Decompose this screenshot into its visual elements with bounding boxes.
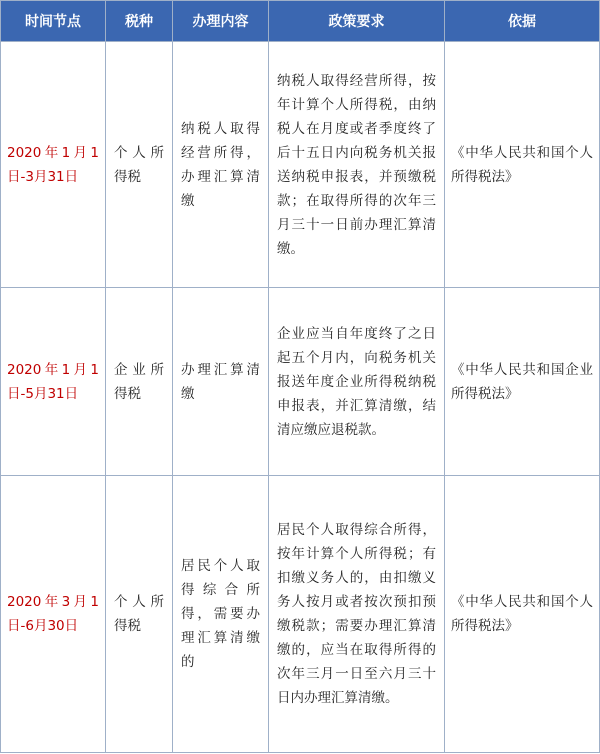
- basis-cell: 《中华人民共和国个人所得税法》: [445, 42, 600, 288]
- time-node-cell: 2020年1月1日-5月31日: [1, 288, 106, 476]
- tax-type-cell: 企业所得税: [106, 288, 173, 476]
- header-basis: 依据: [445, 1, 600, 42]
- header-policy-requirement: 政策要求: [269, 1, 445, 42]
- header-handling-content: 办理内容: [173, 1, 269, 42]
- header-time-node: 时间节点: [1, 1, 106, 42]
- table-row: [1, 288, 600, 476]
- basis-cell: 《中华人民共和国企业所得税法》: [445, 288, 600, 476]
- header-tax-type: 税种: [106, 1, 173, 42]
- handling-content-cell: 纳税人取得经营所得，办理汇算清缴: [173, 42, 269, 288]
- time-node-cell: 2020年1月1日-3月31日: [1, 42, 106, 288]
- header-row: [1, 1, 600, 42]
- policy-cell: 企业应当自年度终了之日起五个月内，向税务机关报送年度企业所得税纳税申报表，并汇算清缴，结清应缴应退税款。: [269, 288, 445, 476]
- basis-cell: 《中华人民共和国个人所得税法》: [445, 476, 600, 753]
- handling-content-cell: 居民个人取得综合所得，需要办理汇算清缴的: [173, 476, 269, 753]
- time-node-cell: 2020年3月1日-6月30日: [1, 476, 106, 753]
- table-row: [1, 476, 600, 753]
- handling-content-cell: 办理汇算清缴: [173, 288, 269, 476]
- tax-type-cell: 个人所得税: [106, 476, 173, 753]
- policy-cell: 居民个人取得综合所得，按年计算个人所得税；有扣缴义务人的，由扣缴义务人按月或者按次预扣预缴税款；需要办理汇算清缴的，应当在取得所得的次年三月一日至六月三十日内办理汇算清缴。: [269, 476, 445, 753]
- policy-cell: 纳税人取得经营所得，按年计算个人所得税，由纳税人在月度或者季度终了后十五日内向税务机关报送纳税申报表，并预缴税款；在取得所得的次年三月三十一日前办理汇算清缴。: [269, 42, 445, 288]
- table-row: [1, 42, 600, 288]
- tax-type-cell: 个人所得税: [106, 42, 173, 288]
